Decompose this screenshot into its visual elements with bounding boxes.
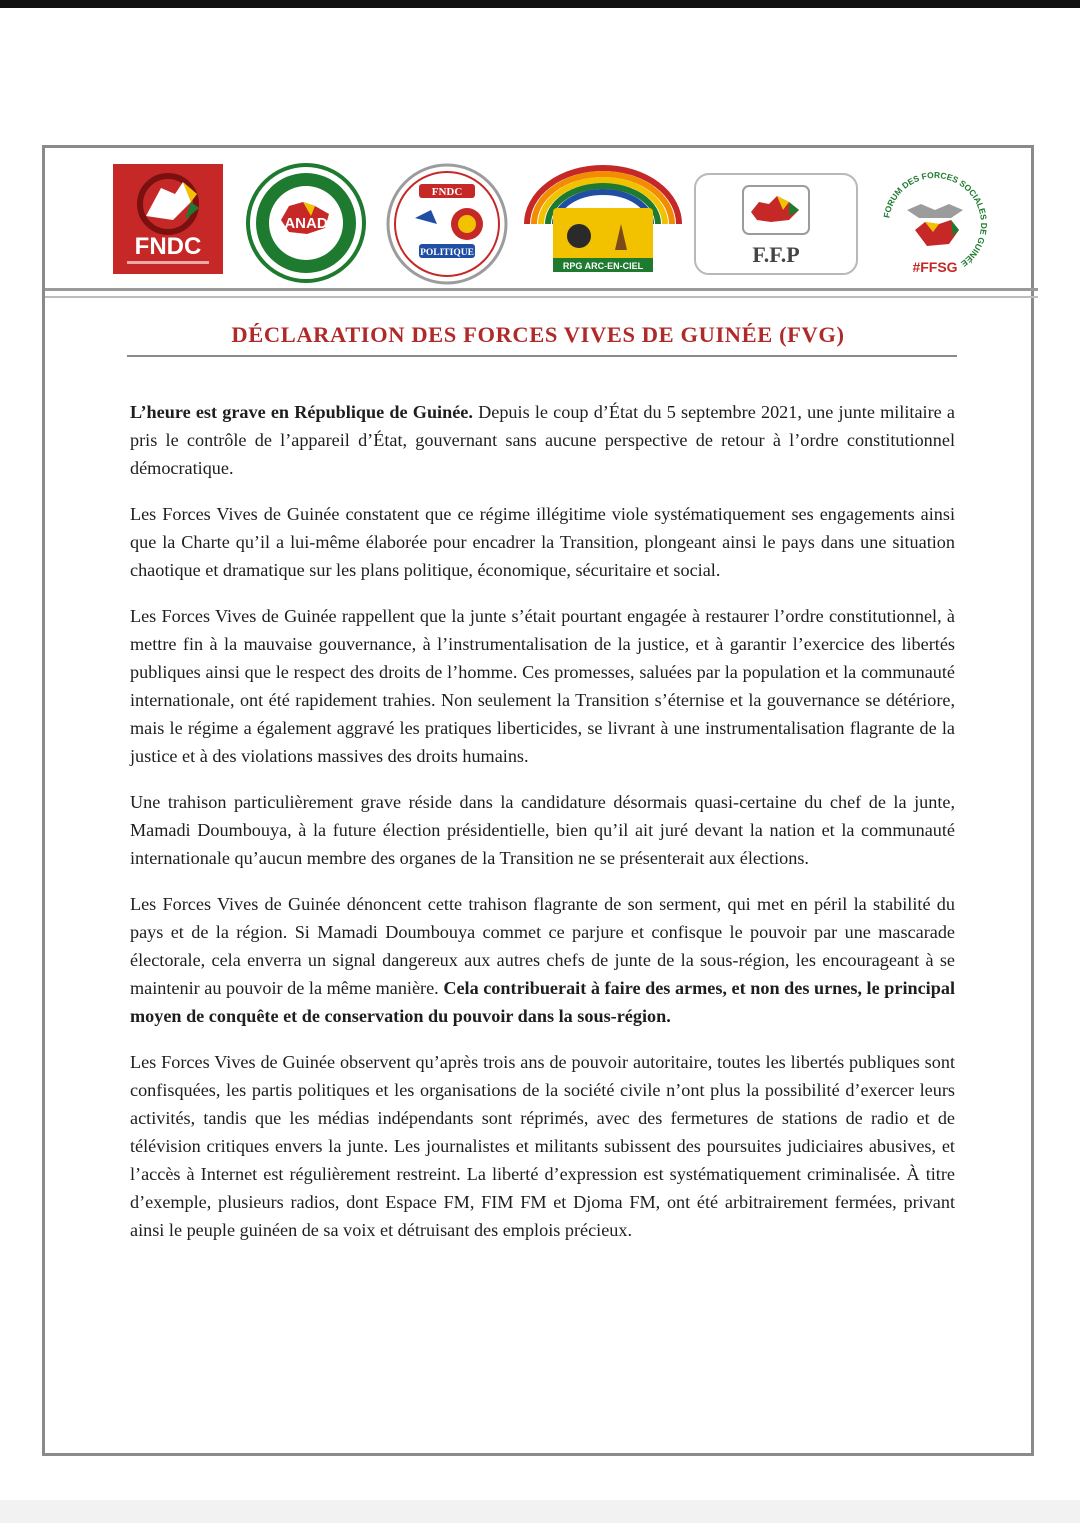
logo-row <box>45 148 1031 288</box>
title-underline <box>127 355 957 357</box>
ffp-logo-text: F.F.P <box>752 242 800 267</box>
anad-logo <box>245 162 367 284</box>
anad-logo-text: ANAD <box>284 215 328 232</box>
declaration-body <box>130 398 955 1262</box>
paragraph-5-text: Les Forces Vives de Guinée dénoncent cette trahison flagrante de son serment, qui met en péril la stabilité du pays et de la région. Si Mamadi Doumbouya commet ce parjure et confisque le pouvoir par une mascarade électorale, cela enverra un signal dangereux aux autres chefs de junte de la sous-région, les encourageant à se maintenir au pouvoir de la même manière. <box>130 894 955 998</box>
rpg-logo-text: RPG ARC-EN-CIEL <box>562 261 644 271</box>
paragraph-6: Les Forces Vives de Guinée observent qu’après trois ans de pouvoir autoritaire, toutes les libertés publiques sont confisquées, les partis politiques et les organisations de la société civile n’ont plus la possibilité d’exercer leurs activités, tandis que les médias indépendants sont réprimés, avec des fermetures de stations de radio et de télévision critiques envers la junte. Les journalistes et militants subissent des poursuites judiciaires abusives, et l’accès à Internet est régulièrement restreint. La liberté d’expression est systématiquement criminalisée. À titre d’exemple, plusieurs radios, dont Espace FM, FIM FM et Djoma FM, ont été arbitrairement fermées, privant ainsi le peuple guinéen de sa voix et détruisant des emplois précieux. <box>130 1052 955 1240</box>
paragraph-1-lead: L’heure est grave en République de Guinée. <box>130 402 473 422</box>
fndc-logo-text: FNDC <box>134 233 202 260</box>
page-title: DÉCLARATION DES FORCES VIVES DE GUINÉE (FVG) <box>231 322 845 347</box>
ffsg-logo <box>871 160 999 288</box>
paragraph-1-text: Depuis le coup d’État du 5 septembre 2021, une junte militaire a pris le contrôle de l’appareil d’État, gouvernant sans aucune perspective de retour à l’ordre constitutionnel démocratique. <box>130 402 955 478</box>
document-frame <box>42 145 1034 1456</box>
fndc-politique-top-text: FNDC <box>431 186 463 198</box>
paragraph-5 <box>130 890 955 1030</box>
paragraph-2: Les Forces Vives de Guinée constatent que ce régime illégitime viole systématiquement ses engagements ainsi que la Charte qu’il a lui-même élaborée pour encadrer la Transition, plongeant ainsi le pays dans une situation chaotique et dramatique sur les plans politique, économique, sécuritaire et social. <box>130 504 955 580</box>
paragraph-5-emphasis: Cela contribuerait à faire des armes, et non des urnes, le principal moyen de conquête et de conservation du pouvoir dans la sous-région. <box>130 978 955 1026</box>
top-status-bar <box>0 0 1080 8</box>
ffsg-ring-text: FORUM DES FORCES SOCIALES DE GUINÉE <box>881 169 990 269</box>
ffsg-logo-text: #FFSG <box>912 259 958 275</box>
rpg-arc-en-ciel-logo <box>521 162 685 282</box>
bottom-strip <box>0 1500 1080 1523</box>
fndc-politique-logo <box>385 162 509 286</box>
header-divider-secondary <box>45 296 1038 298</box>
fndc-logo <box>113 164 223 274</box>
paragraph-4: Une trahison particulièrement grave réside dans la candidature désormais quasi-certaine du chef de la junte, Mamadi Doumbouya, à la future élection présidentielle, bien qu’il ait juré devant la nation et la communauté internationale qu’aucun membre des organes de la Transition ne se présenterait aux élections. <box>130 792 955 868</box>
header-divider <box>45 288 1038 291</box>
ffp-logo <box>693 172 859 276</box>
paragraph-3: Les Forces Vives de Guinée rappellent que la junte s’était pourtant engagée à restaurer l’ordre constitutionnel, à mettre fin à la mauvaise gouvernance, à l’instrumentalisation de la justice, et à garantir l’exercice des libertés publiques ainsi que le respect des droits de l’homme. Ces promesses, saluées par la population et la communauté internationale, ont été rapidement trahies. Non seulement la Transition s’éternise et la gouvernance se détériore, mais le régime a également aggravé les pratiques liberticides, se livrant à une instrumentalisation flagrante de la justice et à des violations massives des droits humains. <box>130 606 955 766</box>
paragraph-1 <box>130 398 955 482</box>
fndc-politique-bottom-text: POLITIQUE <box>420 248 474 258</box>
